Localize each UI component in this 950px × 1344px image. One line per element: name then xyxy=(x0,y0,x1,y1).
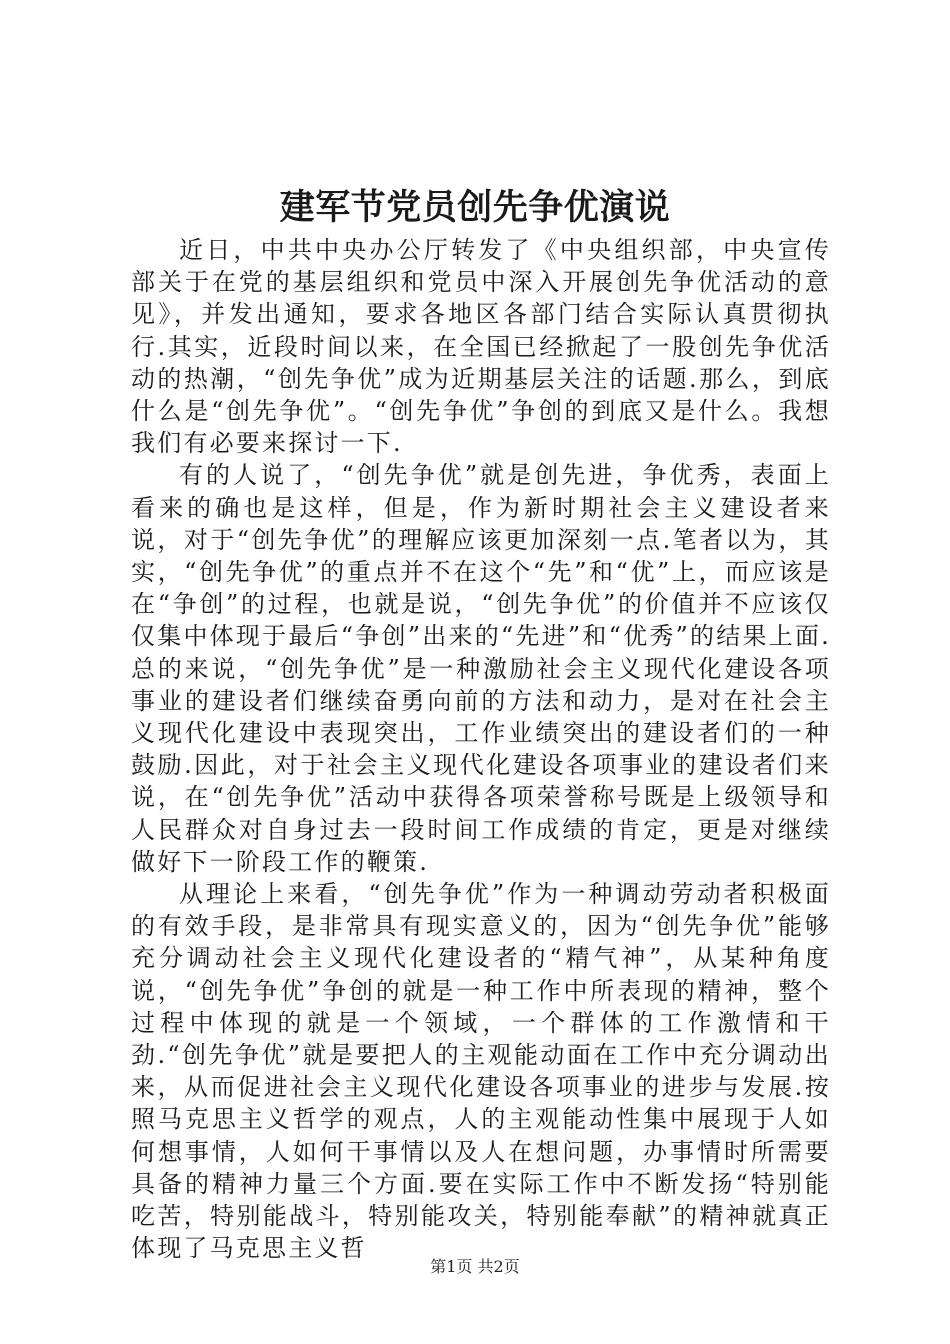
paragraph-3: 从理论上来看，“创先争优”作为一种调动劳动者积极面的有效手段，是非常具有现实意义的，因为“创先争优”能够充分调动社会主义现代化建设者的“精气神”，从某种角度说，“创先争优”争创的就是一种工作中所表现的精神，整个过程中体现的就是一个领域，一个群体的工作激情和干劲.“创先争优”就是要把人的主观能动面在工作中充分调动出来，从而促进社会主义现代化建设各项事业的进步与发展.按照马克思主义哲学的观点，人的主观能动性集中展现于人如何想事情，人如何干事情以及人在想问题，办事情时所需要具备的精神力量三个方面.要在实际工作中不断发扬“特别能吃苦，特别能战斗，特别能攻关，特别能奉献”的精神就真正体现了马克思主义哲 xyxy=(131,880,831,1263)
document-title: 建军节党员创先争优演说 xyxy=(279,187,671,228)
page-number-footer: 第1页 共2页 xyxy=(430,1257,520,1276)
document-body xyxy=(131,234,831,1265)
paragraph-2: 有的人说了，“创先争优”就是创先进，争优秀，表面上看来的确也是这样，但是，作为新时期社会主义建设者来说，对于“创先争优”的理解应该更加深刻一点.笔者以为，其实，“创先争优”的重点并不在这个“先”和“优”上，而应该是在“争创”的过程，也就是说，“创先争优”的价值并不应该仅仅集中体现于最后“争创”出来的“先进”和“优秀”的结果上面.总的来说，“创先争优”是一种激励社会主义现代化建设各项事业的建设者们继续奋勇向前的方法和动力，是对在社会主义现代化建设中表现突出，工作业绩突出的建设者们的一种鼓励.因此，对于社会主义现代化建设各项事业的建设者们来说，在“创先争优”活动中获得各项荣誉称号既是上级领导和人民群众对自身过去一段时间工作成绩的肯定，更是对继续做好下一阶段工作的鞭策. xyxy=(131,461,831,876)
paragraph-1: 近日，中共中央办公厅转发了《中央组织部，中央宣传部关于在党的基层组织和党员中深入开展创先争优活动的意见》，并发出通知，要求各地区各部门结合实际认真贯彻执行.其实，近段时间以来，在全国已经掀起了一股创先争优活动的热潮，“创先争优”成为近期基层关注的话题.那么，到底什么是“创先争优”。“创先争优”争创的到底又是什么。我想我们有必要来探讨一下. xyxy=(131,236,831,458)
